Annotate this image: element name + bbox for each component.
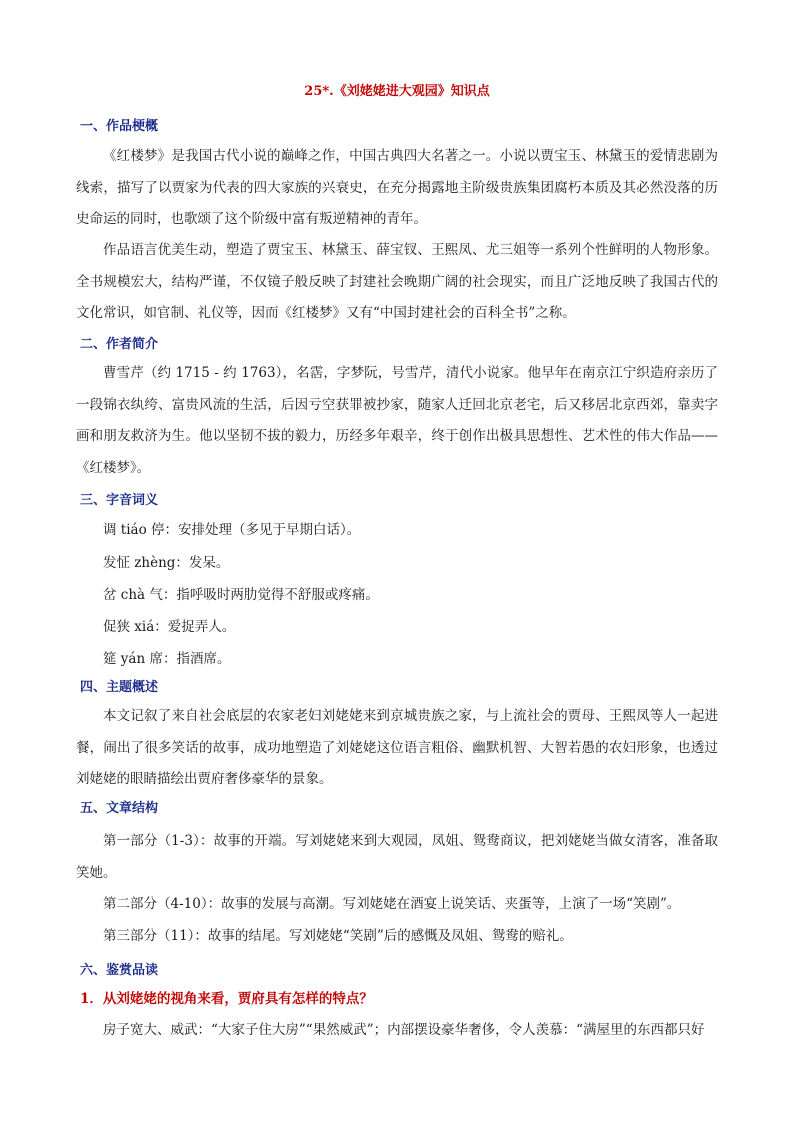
structure-part-1: 第一部分（1-3）：故事的开端。写刘姥姥来到大观园，凤姐、鸳鸯商议，把刘姥姥当做女清客，准备取笑她。: [76, 833, 718, 881]
author-paragraph: 曹雪芹（约 1715 - 约 1763），名霑，字梦阮，号雪芹，清代小说家。他早年在南京江宁织造府亲历了一段锦衣纨绔、富贵风流的生活，后因亏空获罪被抄家，随家人迁回北京老宅，后又移居北京西郊，靠卖字画和朋友救济为生。他以坚韧不拔的毅力，历经多年艰辛，终于创作出极具思想性、艺术性的伟大作品——《红楼梦》。: [76, 365, 718, 476]
section-heading-appreciation: 六、鉴赏品读: [80, 963, 159, 978]
vocab-item: 岔 chà 气：指呼吸时两肋觉得不舒服或疼痛。: [103, 587, 379, 603]
structure-part-3: 第三部分（11）：故事的结尾。写刘姥姥“笑剧”后的感慨及凤姐、鸳鸯的赔礼。: [103, 928, 573, 944]
section-heading-summary: 一、作品梗概: [80, 119, 159, 134]
section-heading-theme: 四、主题概述: [80, 680, 159, 695]
document-title: 25*.《刘姥姥进大观园》知识点: [304, 84, 490, 99]
summary-paragraph-1: 《红楼梦》是我国古代小说的巅峰之作，中国古典四大名著之一。小说以贾宝玉、林黛玉的爱情悲剧为线索，描写了以贾家为代表的四大家族的兴衰史，在充分揭露地主阶级贵族集团腐朽本质及其必然没落的历史命运的同时，也歌颂了这个阶级中富有叛逆精神的青年。: [76, 148, 718, 227]
section-heading-author: 二、作者简介: [80, 337, 159, 352]
vocab-item: 调 tiáo 停：安排处理（多见于早期白话）。: [103, 522, 361, 538]
section-heading-structure: 五、文章结构: [80, 801, 159, 816]
summary-paragraph-2: 作品语言优美生动，塑造了贾宝玉、林黛玉、薛宝钗、王熙凤、尤三姐等一系列个性鲜明的人物形象。全书规模宏大，结构严谨，不仅镜子般反映了封建社会晚期广阔的社会现实，而且广泛地反映了我国古代的文化常识，如官制、礼仪等，因而《红楼梦》又有“中国封建社会的百科全书”之称。: [76, 242, 718, 321]
vocab-item: 筵 yán 席：指酒席。: [103, 651, 231, 667]
structure-part-2: 第二部分（4-10）：故事的发展与高潮。写刘姥姥在酒宴上说笑话、夹蛋等，上演了一场“笑剧”。: [103, 896, 681, 912]
section-heading-vocabulary: 三、字音词义: [80, 493, 159, 508]
appreciation-question-1: 1．从刘姥姥的视角来看，贾府具有怎样的特点？: [80, 991, 373, 1007]
appreciation-answer-1: 房子宽大、威武：“大家子住大房”“果然威武”；内部摆设豪华奢侈，令人羡慕：“满屋里的东西都只好: [103, 1022, 705, 1038]
vocab-item: 发怔 zhèng：发呆。: [103, 555, 230, 571]
theme-paragraph: 本文记叙了来自社会底层的农家老妇刘姥姥来到京城贵族之家，与上流社会的贾母、王熙凤等人一起进餐，闹出了很多笑话的故事，成功地塑造了刘姥姥这位语言粗俗、幽默机智、大智若愚的农妇形象，也透过刘姥姥的眼睛描绘出贾府奢侈豪华的景象。: [76, 708, 718, 787]
vocab-item: 促狭 xiá：爱捉弄人。: [103, 619, 236, 635]
